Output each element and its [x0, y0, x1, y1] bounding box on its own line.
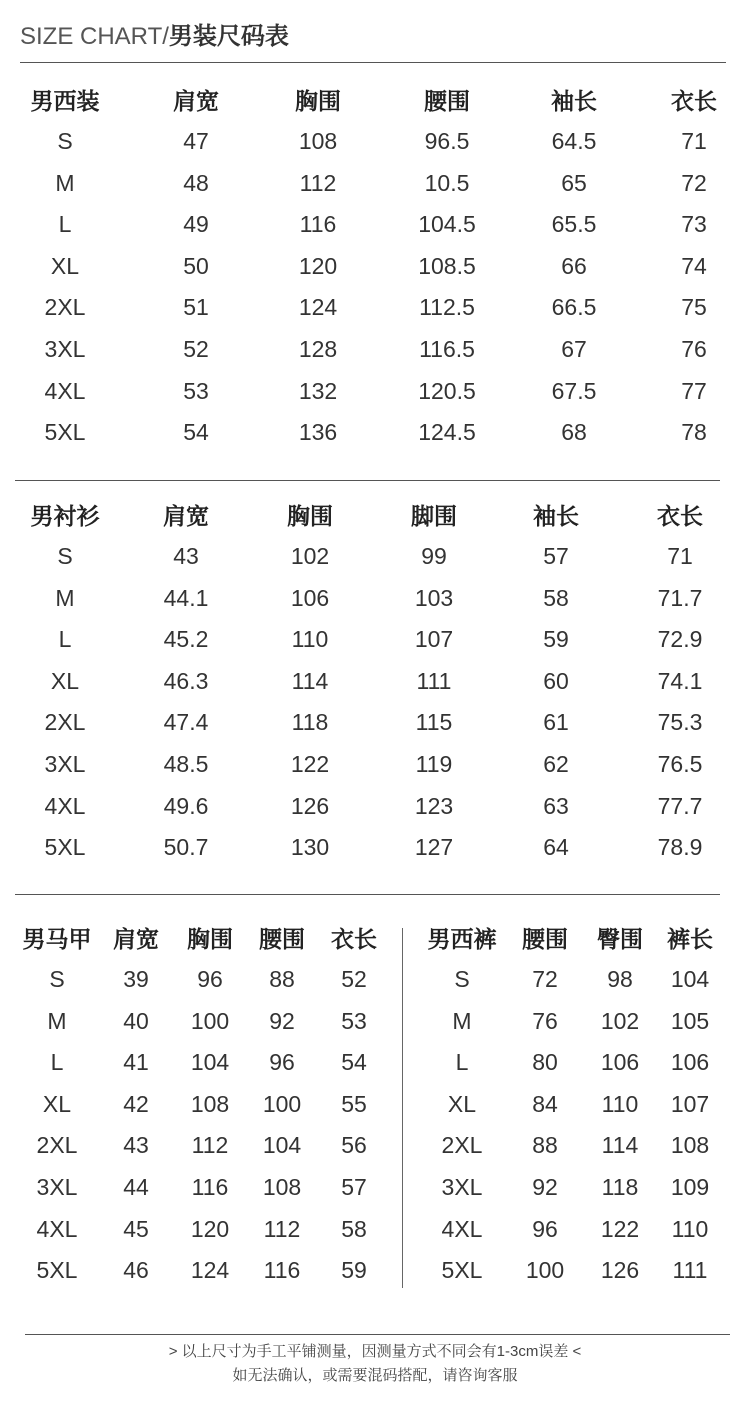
suit-measure-cell: 78 [681, 419, 707, 445]
suit-measure-cell: 65 [561, 170, 587, 196]
vest-size-label: 4XL [36, 1216, 78, 1242]
shirt-header-cell: 肩宽 [163, 503, 209, 529]
suit-measure-cell: 108 [298, 128, 338, 154]
footer-divider [25, 1334, 730, 1335]
suit-measure-cell: 71 [681, 128, 707, 154]
pants-measure-cell: 88 [532, 1132, 558, 1158]
suit-size-label: 4XL [44, 378, 86, 404]
pants-measure-cell: 105 [670, 1008, 710, 1034]
vest-size-label: XL [42, 1091, 72, 1117]
vest-header-cell: 胸围 [187, 926, 233, 952]
vest-header-cell: 腰围 [259, 926, 305, 952]
shirt-measure-cell: 102 [290, 543, 330, 569]
vest-measure-cell: 55 [341, 1091, 367, 1117]
vest-measure-cell: 100 [190, 1008, 230, 1034]
vest-measure-cell: 46 [123, 1257, 149, 1283]
shirt-size-label: 5XL [44, 834, 86, 860]
pants-measure-cell: 106 [600, 1049, 640, 1075]
shirt-measure-cell: 48.5 [163, 751, 209, 777]
shirt-measure-cell: 122 [290, 751, 330, 777]
vest-size-label: L [50, 1049, 64, 1075]
suit-measure-cell: 108.5 [418, 253, 476, 279]
suit-header-cell: 男西装 [30, 88, 100, 114]
vest-measure-cell: 112 [263, 1216, 301, 1242]
suit-measure-cell: 74 [681, 253, 707, 279]
suit-measure-cell: 66 [561, 253, 587, 279]
suit-measure-cell: 52 [183, 336, 209, 362]
shirt-header-cell: 衣长 [657, 503, 703, 529]
vest-measure-cell: 56 [341, 1132, 367, 1158]
vest-header-cell: 衣长 [331, 926, 377, 952]
shirt-measure-cell: 59 [543, 626, 569, 652]
shirt-measure-cell: 58 [543, 585, 569, 611]
shirt-size-label: 2XL [44, 709, 86, 735]
shirt-measure-cell: 118 [291, 709, 329, 735]
shirt-measure-cell: 46.3 [163, 668, 209, 694]
shirt-measure-cell: 107 [414, 626, 454, 652]
vest-measure-cell: 108 [190, 1091, 230, 1117]
vest-measure-cell: 42 [123, 1091, 149, 1117]
pants-measure-cell: 110 [601, 1091, 639, 1117]
suit-measure-cell: 120 [298, 253, 338, 279]
vest-measure-cell: 53 [341, 1008, 367, 1034]
suit-size-label: 3XL [44, 336, 86, 362]
vest-measure-cell: 104 [262, 1132, 302, 1158]
pants-measure-cell: 122 [600, 1216, 640, 1242]
vest-measure-cell: 58 [341, 1216, 367, 1242]
shirt-measure-cell: 123 [414, 793, 454, 819]
suit-measure-cell: 49 [183, 211, 209, 237]
shirt-header-cell: 脚围 [411, 503, 457, 529]
suit-measure-cell: 77 [681, 378, 707, 404]
shirt-measure-cell: 106 [290, 585, 330, 611]
shirt-measure-cell: 64 [543, 834, 569, 860]
suit-measure-cell: 76 [681, 336, 707, 362]
shirt-header-cell: 袖长 [533, 503, 579, 529]
suit-size-label: L [58, 211, 72, 237]
footer-note-contact: 如无法确认，或需要混码搭配，请咨询客服 [232, 1367, 518, 1384]
pants-header-cell: 裤长 [667, 926, 713, 952]
vest-size-label: M [47, 1008, 67, 1034]
shirt-measure-cell: 115 [415, 709, 453, 735]
suit-measure-cell: 48 [183, 170, 209, 196]
suit-size-label: XL [50, 253, 80, 279]
suit-measure-cell: 75 [681, 294, 707, 320]
vest-measure-cell: 116 [191, 1174, 229, 1200]
vest-measure-cell: 116 [263, 1257, 301, 1283]
pants-size-label: M [452, 1008, 472, 1034]
suit-size-label: 2XL [44, 294, 86, 320]
vest-measure-cell: 41 [123, 1049, 149, 1075]
suit-measure-cell: 104.5 [418, 211, 476, 237]
vest-measure-cell: 54 [341, 1049, 367, 1075]
pants-size-label: 2XL [441, 1132, 483, 1158]
shirt-measure-cell: 114 [291, 668, 329, 694]
pants-size-label: L [455, 1049, 469, 1075]
suit-measure-cell: 116.5 [419, 336, 475, 362]
suit-divider [15, 480, 720, 481]
page-title-cn: 男装尺码表 [168, 23, 289, 50]
shirt-measure-cell: 78.9 [657, 834, 703, 860]
pants-measure-cell: 118 [601, 1174, 639, 1200]
vest-measure-cell: 112 [191, 1132, 229, 1158]
shirt-measure-cell: 47.4 [163, 709, 209, 735]
shirt-measure-cell: 72.9 [657, 626, 703, 652]
pants-header-cell: 腰围 [522, 926, 568, 952]
vest-size-label: 2XL [36, 1132, 78, 1158]
pants-measure-cell: 76 [532, 1008, 558, 1034]
vest-measure-cell: 108 [262, 1174, 302, 1200]
suit-measure-cell: 51 [183, 294, 209, 320]
suit-measure-cell: 10.5 [424, 170, 470, 196]
page-title [20, 22, 289, 52]
shirt-size-label: XL [50, 668, 80, 694]
vest-measure-cell: 92 [269, 1008, 295, 1034]
shirt-measure-cell: 130 [290, 834, 330, 860]
shirt-measure-cell: 57 [543, 543, 569, 569]
suit-measure-cell: 73 [681, 211, 707, 237]
suit-header-cell: 腰围 [424, 88, 470, 114]
title-divider [20, 62, 726, 63]
suit-header-cell: 衣长 [671, 88, 717, 114]
vest-measure-cell: 57 [341, 1174, 367, 1200]
suit-measure-cell: 54 [183, 419, 209, 445]
suit-measure-cell: 68 [561, 419, 587, 445]
vest-size-label: 3XL [36, 1174, 78, 1200]
shirt-measure-cell: 75.3 [657, 709, 703, 735]
suit-measure-cell: 67 [561, 336, 587, 362]
pants-measure-cell: 104 [670, 966, 710, 992]
pants-measure-cell: 108 [670, 1132, 710, 1158]
suit-measure-cell: 96.5 [424, 128, 470, 154]
vest-size-label: S [49, 966, 65, 992]
pants-header-cell: 男西裤 [427, 926, 497, 952]
pants-measure-cell: 109 [670, 1174, 710, 1200]
shirt-measure-cell: 60 [543, 668, 569, 694]
pants-size-label: XL [447, 1091, 477, 1117]
shirt-header-cell: 胸围 [287, 503, 333, 529]
shirt-measure-cell: 71 [667, 543, 693, 569]
suit-measure-cell: 67.5 [551, 378, 597, 404]
suit-measure-cell: 53 [183, 378, 209, 404]
pants-size-label: 3XL [441, 1174, 483, 1200]
vest-measure-cell: 96 [269, 1049, 295, 1075]
suit-measure-cell: 65.5 [551, 211, 597, 237]
shirt-measure-cell: 61 [543, 709, 569, 735]
shirt-measure-cell: 126 [290, 793, 330, 819]
suit-size-label: 5XL [44, 419, 86, 445]
suit-measure-cell: 66.5 [551, 294, 597, 320]
pants-measure-cell: 111 [672, 1257, 708, 1283]
shirt-size-label: 3XL [44, 751, 86, 777]
pants-measure-cell: 84 [532, 1091, 558, 1117]
shirt-measure-cell: 71.7 [657, 585, 703, 611]
suit-size-label: M [55, 170, 75, 196]
vest-header-cell: 男马甲 [22, 926, 92, 952]
pants-measure-cell: 114 [601, 1132, 639, 1158]
shirt-measure-cell: 62 [543, 751, 569, 777]
shirt-measure-cell: 43 [173, 543, 199, 569]
shirt-size-label: S [57, 543, 73, 569]
pants-measure-cell: 80 [532, 1049, 558, 1075]
vest-measure-cell: 52 [341, 966, 367, 992]
shirt-measure-cell: 49.6 [163, 793, 209, 819]
pants-size-label: 4XL [441, 1216, 483, 1242]
suit-measure-cell: 64.5 [551, 128, 597, 154]
shirt-measure-cell: 44.1 [163, 585, 209, 611]
shirt-measure-cell: 119 [415, 751, 453, 777]
shirt-measure-cell: 74.1 [657, 668, 703, 694]
vest-measure-cell: 44 [123, 1174, 149, 1200]
pants-measure-cell: 100 [525, 1257, 565, 1283]
suit-header-cell: 肩宽 [173, 88, 219, 114]
pants-measure-cell: 106 [670, 1049, 710, 1075]
pants-measure-cell: 72 [532, 966, 558, 992]
pants-measure-cell: 92 [532, 1174, 558, 1200]
pants-measure-cell: 110 [671, 1216, 709, 1242]
shirt-size-label: L [58, 626, 72, 652]
vest-measure-cell: 124 [190, 1257, 230, 1283]
vest-size-label: 5XL [36, 1257, 78, 1283]
shirt-measure-cell: 63 [543, 793, 569, 819]
pants-header-cell: 臀围 [597, 926, 643, 952]
vest-measure-cell: 45 [123, 1216, 149, 1242]
pants-size-label: 5XL [441, 1257, 483, 1283]
shirt-header-cell: 男衬衫 [30, 503, 100, 529]
shirt-measure-cell: 99 [421, 543, 447, 569]
suit-measure-cell: 72 [681, 170, 707, 196]
shirt-size-label: M [55, 585, 75, 611]
suit-measure-cell: 47 [183, 128, 209, 154]
suit-measure-cell: 116 [299, 211, 337, 237]
suit-measure-cell: 50 [183, 253, 209, 279]
shirt-measure-cell: 110 [291, 626, 329, 652]
shirt-divider [15, 894, 720, 895]
suit-measure-cell: 112.5 [419, 294, 475, 320]
vest-measure-cell: 39 [123, 966, 149, 992]
suit-measure-cell: 132 [298, 378, 338, 404]
vest-measure-cell: 88 [269, 966, 295, 992]
suit-measure-cell: 136 [298, 419, 338, 445]
pants-measure-cell: 98 [607, 966, 633, 992]
vest-measure-cell: 120 [190, 1216, 230, 1242]
suit-measure-cell: 124 [298, 294, 338, 320]
pants-measure-cell: 102 [600, 1008, 640, 1034]
suit-header-cell: 胸围 [295, 88, 341, 114]
pants-measure-cell: 126 [600, 1257, 640, 1283]
page-title-en: SIZE CHART/ [20, 23, 169, 50]
footer-note-measurement: > 以上尺寸为手工平铺测量，因测量方式不同会有1-3cm误差 < [168, 1343, 582, 1360]
pants-size-label: S [454, 966, 470, 992]
suit-header-cell: 袖长 [551, 88, 597, 114]
vest-measure-cell: 96 [197, 966, 223, 992]
shirt-measure-cell: 76.5 [657, 751, 703, 777]
shirt-measure-cell: 77.7 [657, 793, 703, 819]
vest-measure-cell: 104 [190, 1049, 230, 1075]
vest-measure-cell: 59 [341, 1257, 367, 1283]
suit-size-label: S [57, 128, 73, 154]
suit-measure-cell: 112 [299, 170, 337, 196]
vest-header-cell: 肩宽 [113, 926, 159, 952]
shirt-measure-cell: 127 [414, 834, 454, 860]
shirt-measure-cell: 45.2 [163, 626, 209, 652]
suit-measure-cell: 120.5 [418, 378, 476, 404]
shirt-size-label: 4XL [44, 793, 86, 819]
shirt-measure-cell: 111 [416, 668, 452, 694]
vest-measure-cell: 43 [123, 1132, 149, 1158]
pants-measure-cell: 107 [670, 1091, 710, 1117]
suit-measure-cell: 124.5 [418, 419, 476, 445]
shirt-measure-cell: 50.7 [163, 834, 209, 860]
vest-measure-cell: 40 [123, 1008, 149, 1034]
vest-measure-cell: 100 [262, 1091, 302, 1117]
shirt-measure-cell: 103 [414, 585, 454, 611]
suit-measure-cell: 128 [298, 336, 338, 362]
pants-measure-cell: 96 [532, 1216, 558, 1242]
